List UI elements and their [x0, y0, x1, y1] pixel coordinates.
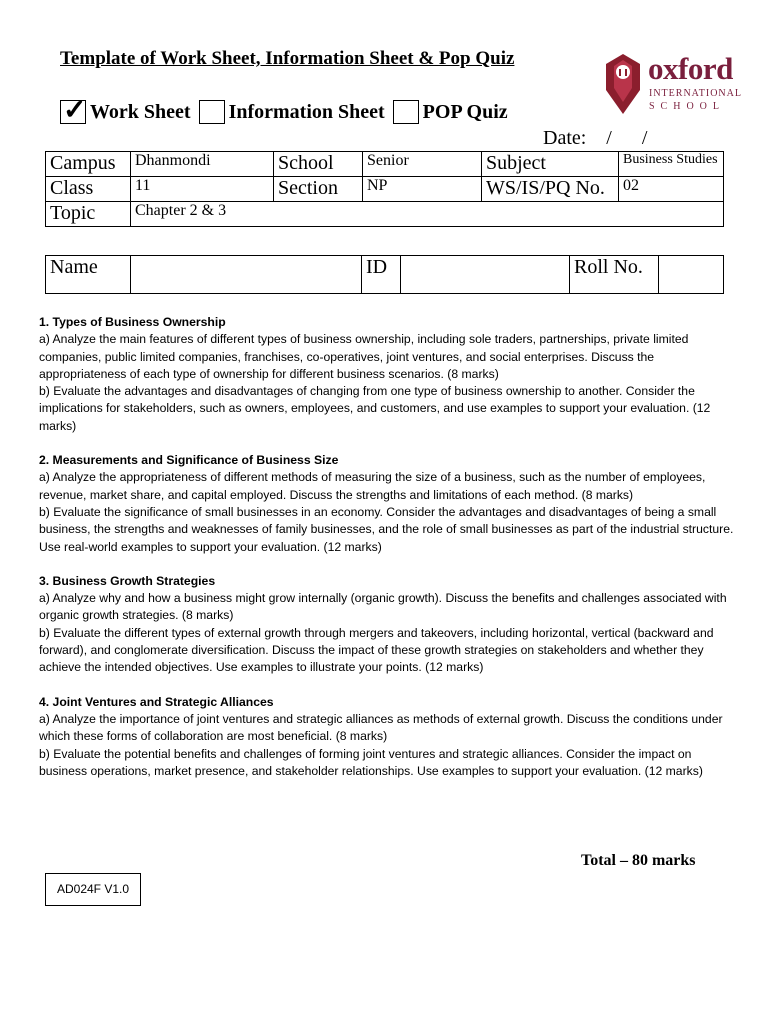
check-icon: ✓ — [63, 95, 87, 126]
question-part-b: b) Evaluate the different types of external growth through mergers and takeovers, including horizontal, vertical (backward and forward), and conglomerate diversification. Discuss the impact of these growth strategies on stakeholders and whether they achieve the intended objectives. Use examples to illustrate your points. (12 marks) — [39, 625, 714, 675]
question-part-b: b) Evaluate the advantages and disadvantages of changing from one type of business ownership to another. Consider the implications for stakeholders, such as owners, employees, and customers, and use examples to support your evaluation. (12 marks) — [39, 384, 711, 433]
topic-label: Topic — [46, 202, 131, 227]
info-table — [45, 151, 724, 227]
logo-line1: INTERNATIONAL — [649, 88, 742, 99]
information-sheet-label: Information Sheet — [228, 100, 385, 123]
question-3 — [39, 573, 739, 677]
school-label: School — [274, 152, 363, 177]
worksheet-label: Work Sheet — [90, 100, 191, 123]
shield-icon — [602, 52, 644, 116]
section-value: NP — [363, 177, 482, 202]
question-heading: 2. Measurements and Significance of Business Size — [39, 453, 339, 468]
pop-quiz-label: POP Quiz — [422, 100, 508, 123]
name-label: Name — [46, 256, 131, 294]
date-field: Date: / / — [543, 127, 648, 149]
logo-line2: SCHOOL — [649, 101, 726, 112]
subject-label: Subject — [482, 152, 619, 177]
question-heading: 3. Business Growth Strategies — [39, 573, 216, 588]
question-part-a: a) Analyze why and how a business might grow internally (organic growth). Discuss the benefits and challenges associated with organic growth strategies. (8 marks) — [39, 591, 727, 623]
class-label: Class — [46, 177, 131, 202]
information-sheet-checkbox[interactable] — [199, 100, 225, 124]
ws-no-value: 02 — [619, 177, 724, 202]
total-marks: Total – 80 marks — [581, 852, 696, 869]
questions — [39, 314, 739, 797]
page-title: Template of Work Sheet, Information Sheet & Pop Quiz — [60, 48, 515, 69]
question-part-a: a) Analyze the importance of joint ventures and strategic alliances as methods of external growth. Discuss the conditions under which these forms of collaboration are most beneficial. (8 marks) — [39, 711, 723, 744]
school-value: Senior — [363, 152, 482, 177]
logo-word: oxford — [648, 51, 733, 86]
roll-field[interactable] — [659, 256, 724, 294]
question-part-a: a) Analyze the main features of different types of business ownership, including sole traders, partnerships, private limited companies, public limited companies, franchises, co-operatives, joint ventures, and social enterprises. Discuss the appropriateness of each type of ownership for different business scenarios. (8 marks) — [39, 332, 689, 381]
subject-value: Business Studies — [619, 152, 724, 177]
question-heading: 1. Types of Business Ownership — [39, 315, 226, 329]
table-row — [46, 177, 724, 202]
student-table — [45, 255, 724, 294]
sheet-type-options — [60, 95, 516, 126]
question-2 — [39, 452, 739, 556]
question-4 — [39, 694, 739, 780]
table-row — [46, 202, 724, 227]
campus-value: Dhanmondi — [131, 152, 274, 177]
ws-no-label: WS/IS/PQ No. — [482, 177, 619, 202]
question-1 — [39, 314, 739, 435]
worksheet-checkbox[interactable] — [60, 95, 87, 126]
id-field[interactable] — [401, 256, 570, 294]
table-row — [46, 256, 724, 294]
roll-label: Roll No. — [570, 256, 659, 294]
form-code: AD024F V1.0 — [45, 873, 141, 906]
topic-value: Chapter 2 & 3 — [131, 202, 724, 227]
table-row — [46, 152, 724, 177]
section-label: Section — [274, 177, 363, 202]
question-part-a: a) Analyze the appropriateness of different methods of measuring the size of a business, such as the number of employees, revenue, market share, and capital employed. Discuss the strengths and limitations of each method. (8 marks) — [39, 470, 706, 502]
pop-quiz-checkbox[interactable] — [393, 100, 419, 124]
class-value: 11 — [131, 177, 274, 202]
question-part-b: b) Evaluate the potential benefits and challenges of forming joint ventures and strategic alliances. Consider the impact on business operations, market presence, and stakeholder relationships. Use examples to support your evaluation. (12 marks) — [39, 746, 703, 778]
campus-label: Campus — [46, 152, 131, 177]
question-heading: 4. Joint Ventures and Strategic Alliances — [39, 694, 274, 709]
name-field[interactable] — [131, 256, 362, 294]
id-label: ID — [362, 256, 401, 294]
question-part-b: b) Evaluate the significance of small businesses in an economy. Consider the advantages and disadvantages of being a small business, the strengths and weaknesses of family businesses, and the role of small businesses as part of the industrial structure. Use real-world examples to support your evaluation. (12 marks) — [39, 504, 734, 554]
school-logo — [602, 52, 742, 116]
